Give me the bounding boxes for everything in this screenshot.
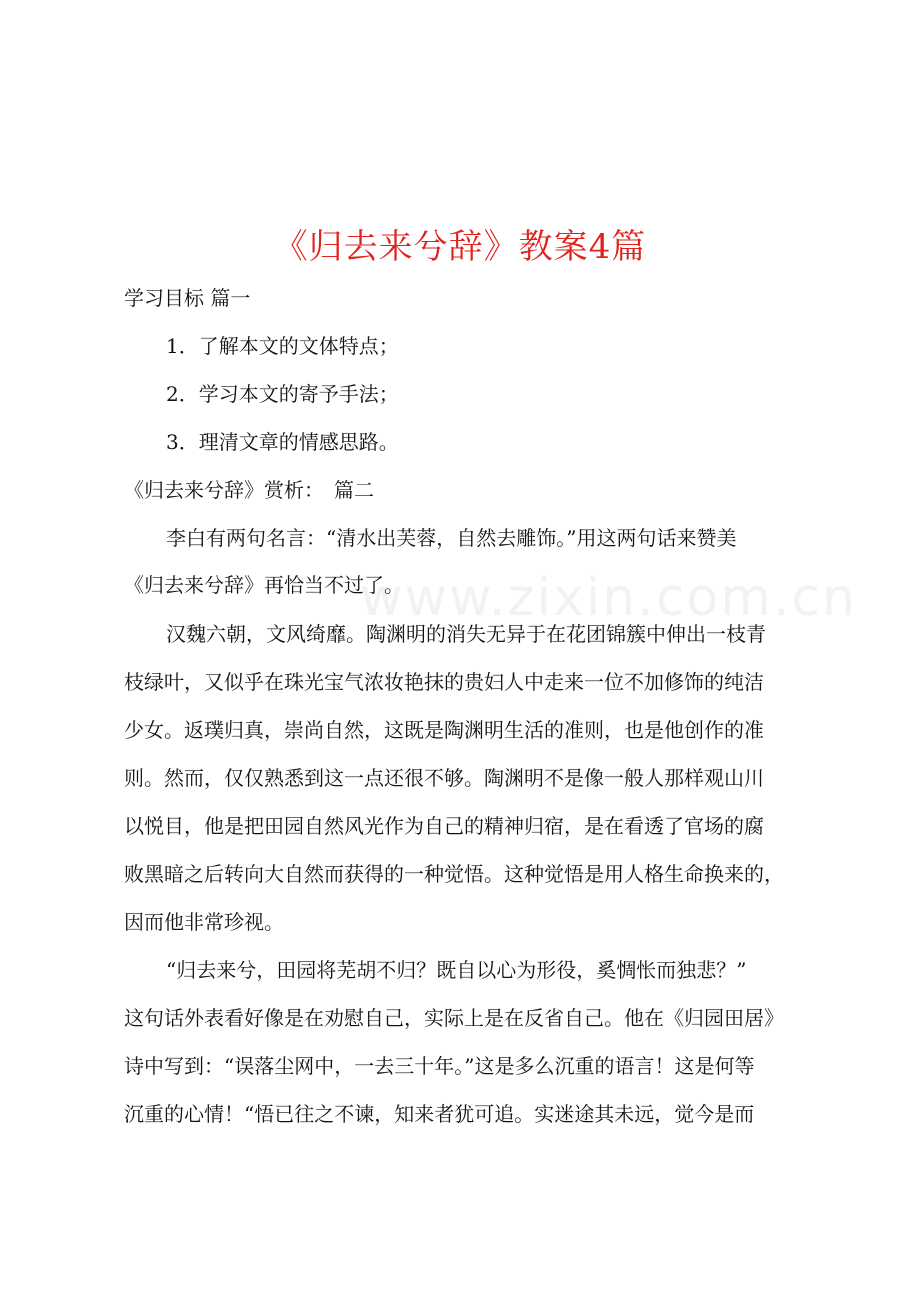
paragraph-line: 《归去来兮辞》再恰当不过了。 xyxy=(124,573,404,597)
watermark: www.zixin.com.cn xyxy=(360,568,857,628)
paragraph-line: 则。然而，仅仅熟悉到这一点还很不够。陶渊明不是像一般人那样观山川 xyxy=(124,766,764,790)
paragraph-line: 以悦目，他是把田园自然风光作为自己的精神归宿，是在看透了官场的腐 xyxy=(124,814,764,838)
paragraph-line: 这句话外表看好像是在劝慰自己，实际上是在反省自己。他在《归园田居》 xyxy=(124,1006,784,1030)
objective-item: 2．学习本文的寄予手法； xyxy=(166,382,399,406)
paragraph-line: 败黑暗之后转向大自然而获得的一种觉悟。这种觉悟是用人格生命换来的， xyxy=(124,862,784,886)
paragraph-line: 少女。返璞归真，崇尚自然，这既是陶渊明生活的准则，也是他创作的准 xyxy=(124,718,764,742)
paragraph-line: 诗中写到：“误落尘网中，一去三十年。”这是多么沉重的语言！这是何等 xyxy=(124,1054,755,1078)
paragraph-line: 因而他非常珍视。 xyxy=(124,910,284,934)
paragraph-line: 李白有两句名言：“清水出芙蓉，自然去雕饰。”用这两句话来赞美 xyxy=(166,526,737,550)
paragraph-line: 汉魏六朝，文风绮靡。陶渊明的消失无异于在花团锦簇中伸出一枝青 xyxy=(166,622,766,646)
section-heading-1: 学习目标 篇一 xyxy=(124,286,251,310)
paragraph-line: 沉重的心情！“悟已往之不谏，知来者犹可追。实迷途其未远，觉今是而 xyxy=(124,1102,755,1126)
objective-item: 1．了解本文的文体特点； xyxy=(166,334,399,358)
section-heading-2: 《归去来兮辞》赏析： 篇二 xyxy=(124,478,374,502)
paragraph-line: 枝绿叶，又似乎在珠光宝气浓妆艳抹的贵妇人中走来一位不加修饰的纯洁 xyxy=(124,670,764,694)
document-title: 《归去来兮辞》教案4篇 xyxy=(273,226,647,267)
paragraph-line: “归去来兮，田园将芜胡不归？既自以心为形役，奚惆怅而独悲？” xyxy=(166,958,747,982)
objective-item: 3．理清文章的情感思路。 xyxy=(166,430,399,454)
